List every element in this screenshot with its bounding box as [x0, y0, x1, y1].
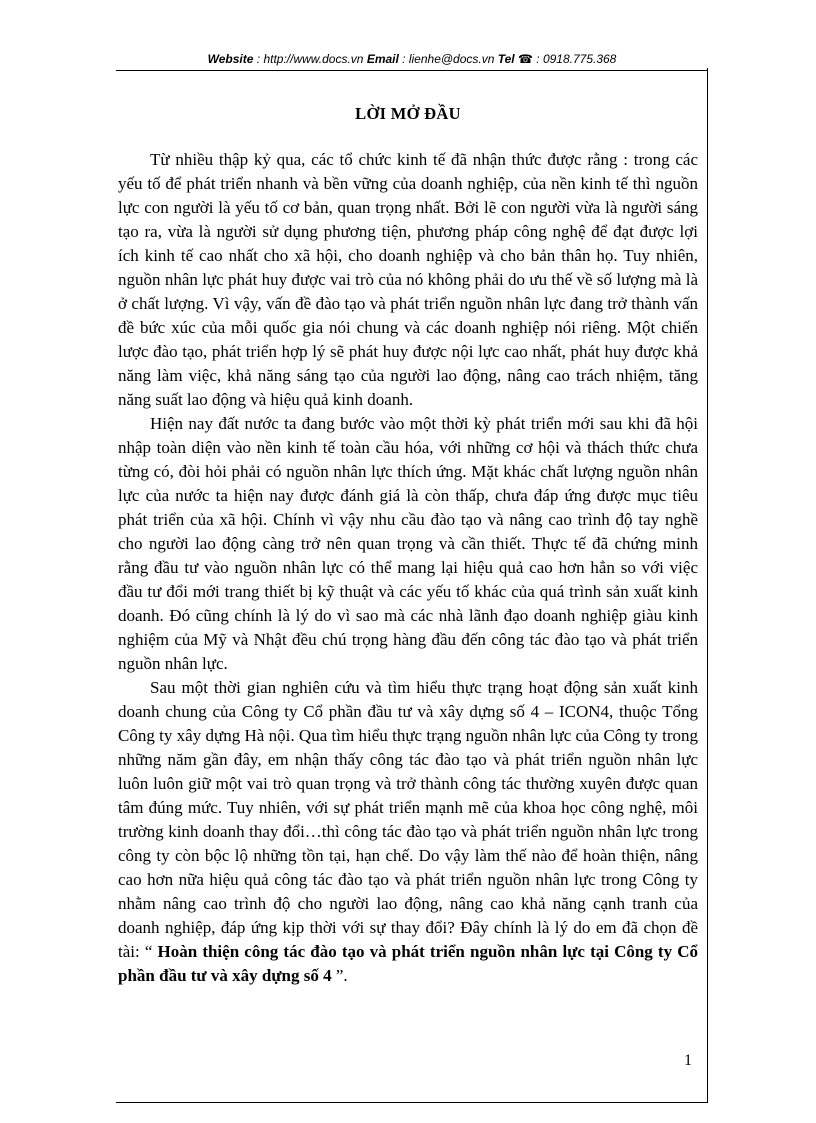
page-header: [116, 50, 708, 71]
phone-icon: ☎: [514, 52, 533, 66]
thesis-topic: Hoàn thiện công tác đào tạo và phát triển nguồn nhân lực tại Công ty Cổ phần đầu tư và xây dựng số 4: [118, 942, 698, 985]
paragraph-1: Từ nhiều thập kỷ qua, các tổ chức kinh tế đã nhận thức được rằng : trong các yếu tố để phát triển nhanh và bền vững của doanh nghiệp, của nền kinh tế thì nguồn lực con người là yếu tố cơ bản, quan trọng nhất. Bởi lẽ con người vừa là người sáng tạo ra, vừa là người sử dụng phương tiện, phương pháp công nghệ để đạt được lợi ích kinh tế cao nhất cho xã hội, cho doanh nghiệp và cho bản thân họ. Tuy nhiên, nguồn nhân lực phát huy được vai trò của nó không phải do ưu thế về số lượng mà là ở chất lượng. Vì vậy, vấn đề đào tạo và phát triển nguồn nhân lực đang trở thành vấn đề bức xúc của mỗi quốc gia nói chung và các doanh nghiệp nói riêng. Một chiến lược đào tạo, phát triển hợp lý sẽ phát huy được nội lực cao nhất, phát huy được khả năng làm việc, khả năng sáng tạo của người lao động, nâng cao trách nhiệm, tăng năng suất lao động và hiệu quả kinh doanh.: [118, 150, 698, 409]
paragraph-3-text: Sau một thời gian nghiên cứu và tìm hiểu thực trạng hoạt động sản xuất kinh doanh chung của Công ty Cổ phần đầu tư và xây dựng số 4 – ICON4, thuộc Tổng Công ty xây dựng Hà nội. Qua tìm hiểu thực trạng nguồn nhân lực của Công ty trong những năm gần đây, em nhận thấy công tác đào tạo và phát triển nguồn nhân lực luôn luôn giữ một vai trò quan trọng và trở thành công tác thường xuyên được quan tâm đúng mức. Tuy nhiên, với sự phát triển mạnh mẽ của khoa học công nghệ, môi trường kinh doanh thay đổi…thì công tác đào tạo và phát triển nguồn nhân lực trong công ty còn bộc lộ những tồn tại, hạn chế. Do vậy làm thế nào để hoàn thiện, nâng cao hơn nữa hiệu quả công tác đào tạo và phát triển nguồn nhân lực trong Công ty nhằm nâng cao trình độ cho người lao động, nâng cao khả năng cạnh tranh của doanh nghiệp, đáp ứng kịp thời với sự thay đổi? Đây chính là lý do em đã chọn đề tài: “: [118, 678, 698, 961]
email-value: : lienhe@docs.vn: [398, 52, 498, 66]
website-value: : http://www.docs.vn: [253, 52, 367, 66]
document-body: [118, 148, 698, 988]
email-label: Email: [366, 52, 399, 66]
paragraph-3: [118, 676, 698, 988]
page-border-bottom: [116, 1102, 708, 1103]
tel-label: Tel: [497, 52, 515, 66]
tel-value: : 0918.775.368: [532, 52, 617, 66]
paragraph-2: Hiện nay đất nước ta đang bước vào một thời kỳ phát triển mới sau khi đã hội nhập toàn diện vào nền kinh tế toàn cầu hóa, với những cơ hội và thách thức chưa từng có, đòi hỏi phải có nguồn nhân lực thích ứng. Mặt khác chất lượng nguồn nhân lực của nước ta hiện nay được đánh giá là còn thấp, chưa đáp ứng được mục tiêu phát triển của xã hội. Chính vì vậy nhu cầu đào tạo và nâng cao trình độ tay nghề cho người lao động càng trở nên quan trọng và cần thiết. Thực tế đã chứng minh rằng đầu tư vào nguồn nhân lực có thể mang lại hiệu quả cao hơn hẳn so với việc đầu tư đổi mới trang thiết bị kỹ thuật và các yếu tố khác của quá trình sản xuất kinh doanh. Đó cũng chính là lý do vì sao mà các nhà lãnh đạo doanh nghiệp giàu kinh nghiệm của Mỹ và Nhật đều chú trọng hàng đầu đến công tác đào tạo và phát triển nguồn nhân lực.: [118, 414, 698, 673]
paragraph-3-end: ”.: [335, 966, 348, 985]
page-title: LỜI MỞ ĐẦU: [355, 104, 461, 123]
page-border-right: [707, 68, 708, 1103]
website-label: Website: [207, 52, 254, 66]
page-number: 1: [684, 1052, 692, 1069]
